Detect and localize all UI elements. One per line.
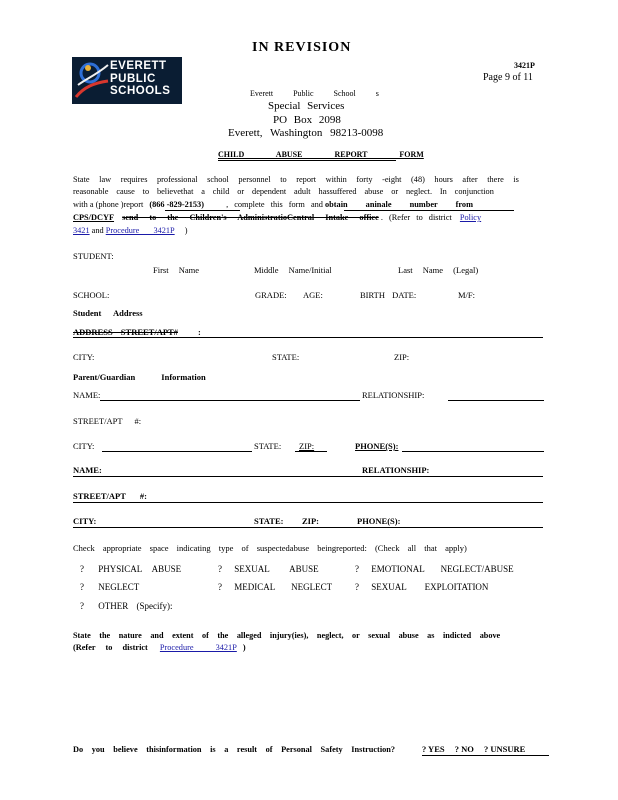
guardian2-name-label: NAME: xyxy=(73,465,102,475)
middle-name-label: Middle Name/Initial xyxy=(254,265,332,275)
checkbox-icon: ? xyxy=(80,564,84,574)
guardian-city-label: CITY: xyxy=(73,441,95,451)
intro-line-3 xyxy=(73,200,473,209)
checkbox-icon: ? xyxy=(355,564,359,574)
checkbox-icon: ? xyxy=(218,582,222,592)
form-code: 3421P xyxy=(514,61,535,70)
birth-date-label: BIRTH DATE: xyxy=(360,290,417,300)
procedure-link[interactable]: Procedure 3421P xyxy=(105,226,175,235)
nature-procedure-link[interactable]: Procedure 3421P xyxy=(159,643,237,652)
checkbox-sexual-abuse[interactable] xyxy=(218,564,319,574)
checkbox-medical-neglect[interactable] xyxy=(218,582,332,592)
guardian-phone-label: PHONE(S): xyxy=(355,441,399,451)
intro-and: and xyxy=(91,226,104,235)
option-label: MEDICAL NEGLECT xyxy=(234,582,333,592)
guardian-zip-line[interactable] xyxy=(295,451,327,452)
option-label: OTHER (Specify): xyxy=(98,601,173,611)
option-label: EMOTIONAL NEGLECT/ABUSE xyxy=(371,564,514,574)
org-pobox: PO Box 2098 xyxy=(273,114,341,126)
last-name-label: Last Name (Legal) xyxy=(398,265,479,275)
guardian-relationship-line[interactable] xyxy=(448,400,544,401)
unsure-option[interactable]: ? UNSURE xyxy=(483,744,526,754)
yes-option[interactable]: ? YES xyxy=(422,744,445,754)
title-underline xyxy=(218,160,396,161)
intro-close: ) xyxy=(184,226,188,235)
cps-dcyf: CPS/DCYF xyxy=(73,213,115,222)
school-logo xyxy=(72,57,182,104)
address-street-label: ADDRESS STREET/APT# xyxy=(73,327,178,337)
safety-underline xyxy=(422,755,549,756)
guardian2-street-label: STREET/APT #: xyxy=(73,491,147,501)
intro-line-3a: with a (phone )report xyxy=(73,200,144,209)
intro-line-1: State law requires professional school personnel to report within forty -eight (48) hours after there is xyxy=(73,175,519,184)
intro-line-2: reasonable cause to believethat a child or dependent adult hassuffered abuse or neglect. In conjunction xyxy=(73,187,494,196)
guardian2-street-line[interactable] xyxy=(73,502,543,503)
checkbox-emotional-neglect[interactable] xyxy=(355,564,514,574)
policy-link[interactable]: Policy xyxy=(459,213,482,222)
guardian2-relationship-label: RELATIONSHIP: xyxy=(362,465,430,475)
guardian-street-label: STREET/APT #: xyxy=(73,416,142,426)
checkbox-sexual-exploitation[interactable] xyxy=(355,582,488,592)
option-label: SEXUAL EXPLOITATION xyxy=(371,582,489,592)
student-label: STUDENT: xyxy=(73,251,114,261)
address-line[interactable] xyxy=(73,337,543,338)
intro-line-3c: obtain aninale number from xyxy=(325,200,473,209)
nature-refer-text: (Refer to district xyxy=(73,643,148,652)
cps-phone: (866 -829-2153) xyxy=(149,200,204,209)
guardian-name-line[interactable] xyxy=(100,400,360,401)
guardian-zip-label: ZIP: xyxy=(299,441,315,451)
checkbox-icon: ? xyxy=(80,601,84,611)
policy-number-link[interactable]: 3421 xyxy=(73,226,90,235)
age-label: AGE: xyxy=(303,290,323,300)
first-name-label: First Name xyxy=(153,265,200,275)
guardian2-city-label: CITY: xyxy=(73,516,97,526)
mf-label: M/F: xyxy=(458,290,476,300)
nature-refer xyxy=(73,643,246,652)
logo-wordmark xyxy=(110,60,170,98)
guardian-city-line[interactable] xyxy=(102,451,252,452)
student-address-heading: Student Address xyxy=(73,308,143,318)
nature-close: ) xyxy=(242,643,246,652)
checkbox-icon: ? xyxy=(218,564,222,574)
address-colon: : xyxy=(198,327,201,337)
checkbox-other[interactable] xyxy=(80,601,172,611)
guardian-heading: Parent/Guardian Information xyxy=(73,372,206,382)
safety-question: Do you believe thisinformation is a result of Personal Safety Instruction? xyxy=(73,745,396,754)
phone-underline xyxy=(165,210,240,211)
intro-line-3b: , complete this form and xyxy=(226,200,323,209)
org-name: Everett Public School s xyxy=(250,89,379,98)
checkbox-neglect[interactable] xyxy=(80,582,139,592)
guardian-name-label: NAME: xyxy=(73,390,101,400)
revision-title: IN REVISION xyxy=(252,40,352,55)
guardian-state-label: STATE: xyxy=(254,441,282,451)
checkbox-icon: ? xyxy=(355,582,359,592)
logo-line-3: SCHOOLS xyxy=(110,85,171,97)
logo-line-1: EVERETT xyxy=(110,60,167,72)
school-label: SCHOOL: xyxy=(73,290,110,300)
guardian-relationship-label: RELATIONSHIP: xyxy=(362,390,425,400)
intro-line-4c: . (Refer to district xyxy=(380,213,452,222)
grade-label: GRADE: xyxy=(255,290,287,300)
no-option[interactable]: ? NO xyxy=(454,744,474,754)
guardian2-zip-label: ZIP: xyxy=(302,516,319,526)
guardian-phone-line[interactable] xyxy=(402,451,544,452)
option-label: SEXUAL ABUSE xyxy=(234,564,319,574)
guardian2-city-line[interactable] xyxy=(73,527,543,528)
guardian2-state-label: STATE: xyxy=(254,516,284,526)
option-label: NEGLECT xyxy=(98,582,140,592)
page-number: Page 9 of 11 xyxy=(483,72,533,83)
intro-line-4 xyxy=(73,213,481,222)
student-city-label: CITY: xyxy=(73,352,95,362)
option-label: PHYSICAL ABUSE xyxy=(98,564,182,574)
logo-line-2: PUBLIC xyxy=(110,72,156,85)
intake-underline xyxy=(344,210,514,211)
swoosh-icon xyxy=(72,57,112,104)
intro-line-5 xyxy=(73,226,188,235)
org-dept: Special Services xyxy=(268,100,345,112)
safety-answers xyxy=(422,744,525,754)
checkbox-physical-abuse[interactable] xyxy=(80,564,181,574)
student-state-label: STATE: xyxy=(272,352,300,362)
intake-office: send to the Children's AdministratioCentral Intake office xyxy=(122,213,379,222)
guardian2-name-line[interactable] xyxy=(73,476,543,477)
abuse-instruction: Check appropriate space indicating type of suspectedabuse beingreported: (Check all that apply) xyxy=(73,543,467,553)
student-zip-label: ZIP: xyxy=(394,352,410,362)
guardian2-phone-label: PHONE(S): xyxy=(357,516,401,526)
org-city: Everett, Washington 98213-0098 xyxy=(228,127,384,139)
nature-instruction: State the nature and extent of the alleged injury(ies), neglect, or sexual abuse as indicted above xyxy=(73,631,501,640)
checkbox-icon: ? xyxy=(80,582,84,592)
form-title: CHILD ABUSE REPORT FORM xyxy=(218,150,424,159)
